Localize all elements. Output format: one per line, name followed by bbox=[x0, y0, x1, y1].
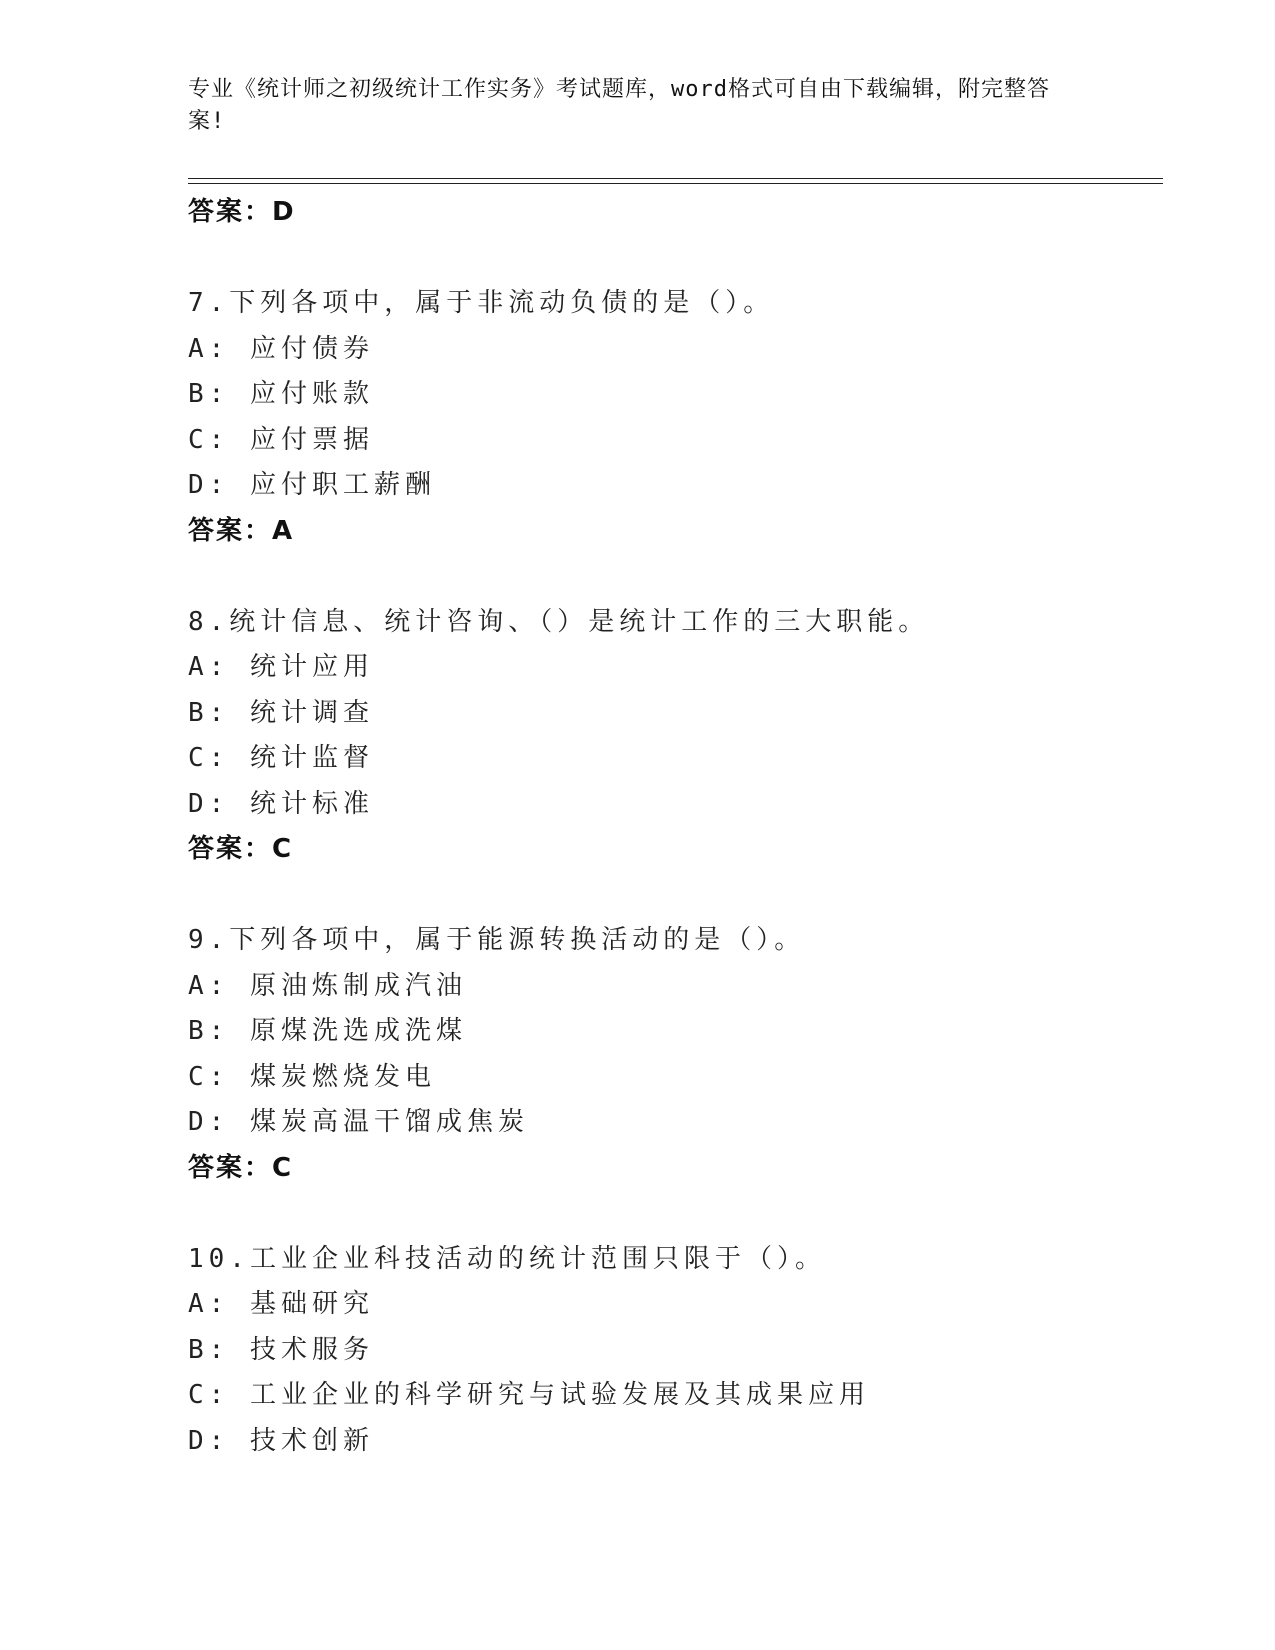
option-c: C: 煤炭燃烧发电 bbox=[188, 1061, 436, 1092]
option-b: B: 原煤洗选成洗煤 bbox=[188, 1016, 467, 1046]
option-d: D: 煤炭高温干馏成焦炭 bbox=[188, 1107, 529, 1137]
option-a: A: 统计应用 bbox=[188, 652, 374, 682]
question-7 bbox=[188, 281, 1148, 554]
question-9 bbox=[188, 918, 1148, 1191]
question-answer: 答案：C bbox=[188, 1152, 294, 1183]
question-list bbox=[188, 190, 1148, 1464]
question-stem: 7.下列各项中，属于非流动负债的是（）。 bbox=[188, 288, 775, 318]
option-d: D: 技术创新 bbox=[188, 1425, 374, 1456]
option-c: C: 工业企业的科学研究与试验发展及其成果应用 bbox=[188, 1380, 870, 1410]
option-a: A: 应付债券 bbox=[188, 333, 374, 364]
question-stem: 9.下列各项中，属于能源转换活动的是（）。 bbox=[188, 925, 806, 955]
option-d: D: 应付职工薪酬 bbox=[188, 470, 436, 500]
question-answer: 答案：A bbox=[188, 515, 295, 546]
question-8 bbox=[188, 600, 1148, 873]
spacer bbox=[188, 236, 1148, 282]
option-b: B: 统计调查 bbox=[188, 697, 374, 728]
option-a: A: 原油炼制成汽油 bbox=[188, 970, 467, 1001]
option-a: A: 基础研究 bbox=[188, 1289, 374, 1319]
header-divider-top bbox=[188, 178, 1163, 179]
question-stem: 8.统计信息、统计咨询、（）是统计工作的三大职能。 bbox=[188, 606, 930, 637]
document-header bbox=[188, 74, 1068, 138]
option-b: B: 技术服务 bbox=[188, 1334, 374, 1365]
question-answer: 答案：C bbox=[188, 834, 294, 864]
previous-answer: 答案：D bbox=[188, 197, 296, 227]
header-divider-bottom bbox=[188, 183, 1163, 184]
spacer bbox=[188, 554, 1148, 600]
question-stem: 10.工业企业科技活动的统计范围只限于（）。 bbox=[188, 1243, 826, 1274]
option-b: B: 应付账款 bbox=[188, 379, 374, 409]
option-d: D: 统计标准 bbox=[188, 788, 374, 819]
spacer bbox=[188, 873, 1148, 919]
header-text: 专业《统计师之初级统计工作实务》考试题库，word格式可自由下载编辑，附完整答案! bbox=[188, 77, 1050, 134]
option-c: C: 应付票据 bbox=[188, 424, 374, 455]
spacer bbox=[188, 1191, 1148, 1237]
option-c: C: 统计监督 bbox=[188, 743, 374, 773]
question-10 bbox=[188, 1237, 1148, 1465]
